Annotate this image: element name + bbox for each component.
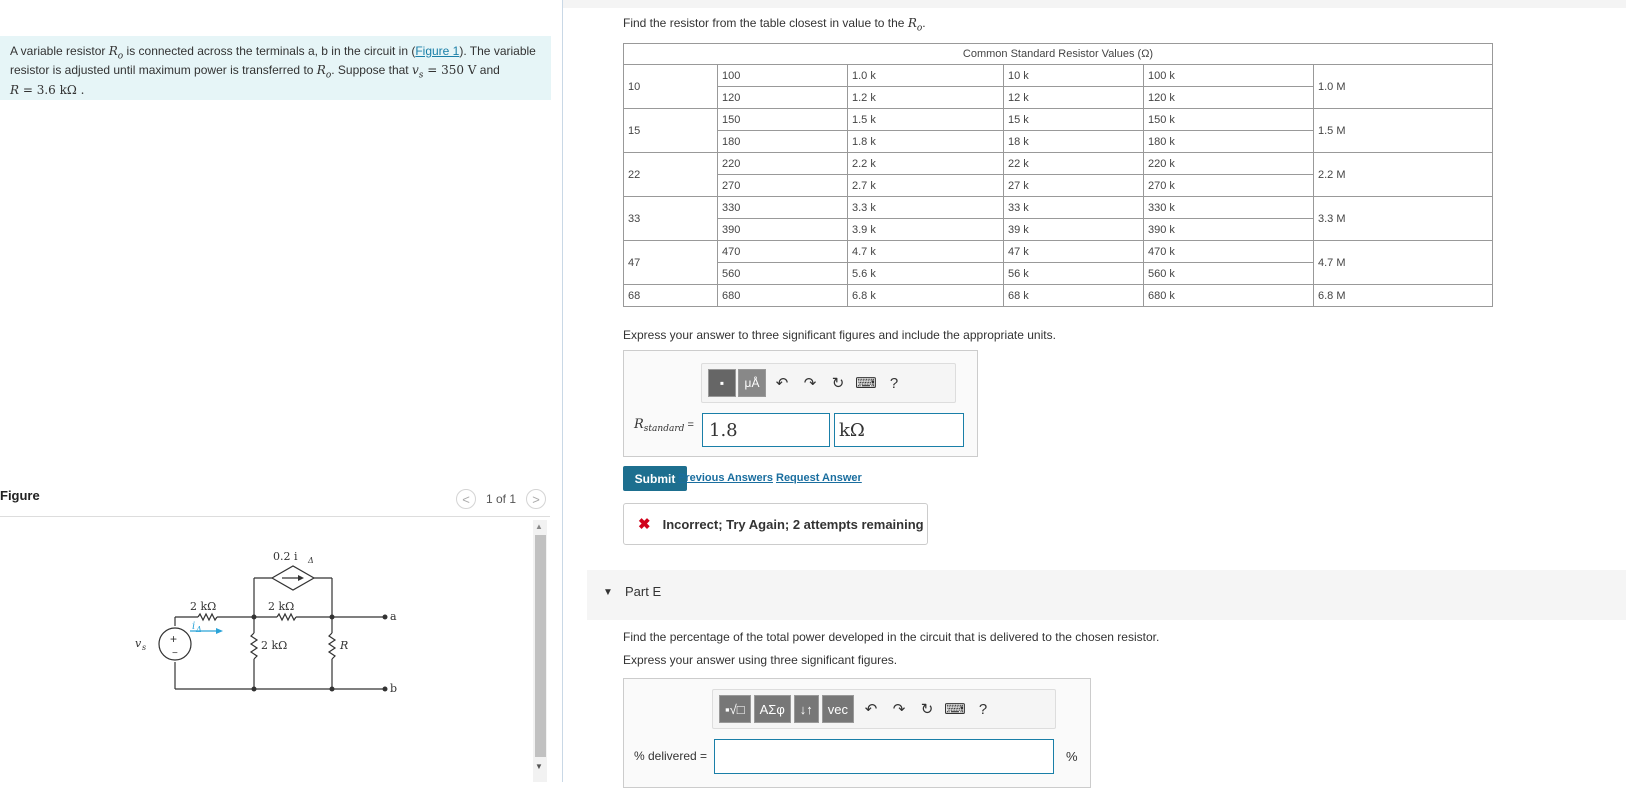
table-row: 390 3.9 k 39 k 390 k xyxy=(624,219,1493,241)
templates-icon[interactable]: ▪ xyxy=(708,369,736,397)
resistor-2-label: 2 kΩ xyxy=(268,600,295,613)
problem-statement: A variable resistor $R_o$ is connected across the terminals a, b in the circuit in (Figure 1). The variable resistor is adjusted until maximum power is transferred to $R_o$. Suppose that $v_s = 350$ V and R = 3.6 kΩ . xyxy=(0,36,551,100)
greek-symbols-icon[interactable]: ΑΣφ xyxy=(754,695,791,723)
scroll-up-arrow-icon[interactable]: ▲ xyxy=(535,522,543,531)
source-label: v xyxy=(135,637,142,650)
percent-delivered-input[interactable] xyxy=(714,739,1054,774)
redo-icon[interactable]: ↷ xyxy=(892,701,906,718)
help-icon[interactable]: ? xyxy=(889,374,899,392)
templates-icon[interactable]: ▪√□ xyxy=(719,695,751,723)
previous-answers-link[interactable]: Previous Answers xyxy=(678,472,773,484)
reset-icon[interactable]: ↻ xyxy=(831,375,845,392)
source-plus-sign: + xyxy=(170,632,178,646)
dependent-source-sub: Δ xyxy=(308,556,314,565)
feedback-message: ✖ Incorrect; Try Again; 2 attempts remaining xyxy=(623,503,928,545)
collapse-triangle-icon[interactable]: ▼ xyxy=(603,587,613,598)
part-e-toolbar xyxy=(712,689,1056,729)
terminal-b-label: b xyxy=(390,682,398,695)
left-panel xyxy=(0,0,562,782)
keyboard-icon[interactable]: ⌨ xyxy=(944,701,966,718)
current-label-sub: Δ xyxy=(196,625,202,634)
part-d-answer-box xyxy=(623,350,978,457)
resistor-1-label: 2 kΩ xyxy=(190,600,217,613)
table-row: 120 1.2 k 12 k 120 k xyxy=(624,87,1493,109)
keyboard-icon[interactable]: ⌨ xyxy=(855,375,877,392)
load-resistor-label: R xyxy=(340,639,349,652)
error-icon: ✖ xyxy=(638,516,651,533)
figure-heading: Figure xyxy=(0,488,40,503)
part-e-instructions: Express your answer using three significant figures. xyxy=(623,653,898,667)
part-d-question: Find the resistor from the table closest in value to the $R_o$. xyxy=(623,16,926,34)
source-label-sub: s xyxy=(142,643,147,652)
table-row: 560 5.6 k 56 k 560 k xyxy=(624,263,1493,285)
undo-icon[interactable]: ↶ xyxy=(864,701,878,718)
percent-unit: % xyxy=(1066,749,1078,764)
figure-scrollbar-thumb[interactable] xyxy=(535,535,546,757)
prev-figure-button[interactable]: < xyxy=(456,489,476,509)
unit-input[interactable]: kΩ xyxy=(834,413,964,447)
top-band xyxy=(563,0,1626,8)
reset-icon[interactable]: ↻ xyxy=(920,701,934,718)
value-input[interactable]: 1.8 xyxy=(702,413,830,447)
terminal-a-label: a xyxy=(390,610,397,623)
undo-icon[interactable]: ↶ xyxy=(775,375,789,392)
figure-link[interactable]: Figure 1 xyxy=(415,44,460,58)
part-e-title: Part E xyxy=(625,584,662,599)
units-icon[interactable]: μÅ xyxy=(738,369,766,397)
table-row: 180 1.8 k 18 k 180 k xyxy=(624,131,1493,153)
next-figure-button[interactable]: > xyxy=(526,489,546,509)
redo-icon[interactable]: ↷ xyxy=(803,375,817,392)
figure-count: 1 of 1 xyxy=(486,492,517,506)
table-row: 22 220 2.2 k 22 k 220 k 2.2 M xyxy=(624,153,1493,175)
current-label: i xyxy=(192,621,196,632)
circuit-diagram xyxy=(130,548,430,718)
table-row: 68 680 6.8 k 68 k 680 k 6.8 M xyxy=(624,285,1493,307)
table-row: 33 330 3.3 k 33 k 330 k 3.3 M xyxy=(624,197,1493,219)
part-d-toolbar xyxy=(701,363,956,403)
source-minus-sign: − xyxy=(172,648,178,659)
table-header: Common Standard Resistor Values (Ω) xyxy=(624,44,1493,65)
help-icon[interactable]: ? xyxy=(978,700,988,718)
table-row: 15 150 1.5 k 15 k 150 k 1.5 M xyxy=(624,109,1493,131)
answer-label: $R_{standard}$ = xyxy=(634,417,694,435)
part-d-instructions: Express your answer to three significant figures and include the appropriate units. xyxy=(623,328,1056,342)
part-e-header[interactable] xyxy=(587,570,1626,620)
right-panel xyxy=(563,0,1626,782)
sub-superscript-icon[interactable]: ↓↑ xyxy=(794,695,819,723)
table-row: 47 470 4.7 k 47 k 470 k 4.7 M xyxy=(624,241,1493,263)
dependent-source-label: 0.2 i xyxy=(273,550,298,563)
part-e-answer-box xyxy=(623,678,1091,788)
figure-divider xyxy=(0,516,550,517)
percent-delivered-label: % delivered = xyxy=(634,749,708,763)
figure-pager xyxy=(456,488,546,510)
resistor-values-table xyxy=(623,43,1493,307)
table-row: 270 2.7 k 27 k 270 k xyxy=(624,175,1493,197)
resistor-3-label: 2 kΩ xyxy=(261,639,288,652)
table-row: 10 100 1.0 k 10 k 100 k 1.0 M xyxy=(624,65,1493,87)
submit-button[interactable]: Submit xyxy=(623,466,687,491)
scroll-down-arrow-icon[interactable]: ▼ xyxy=(535,762,543,771)
vector-icon[interactable]: vec xyxy=(822,695,854,723)
part-e-question: Find the percentage of the total power developed in the circuit that is delivered to the chosen resistor. xyxy=(623,630,1160,644)
request-answer-link[interactable]: Request Answer xyxy=(776,472,862,484)
